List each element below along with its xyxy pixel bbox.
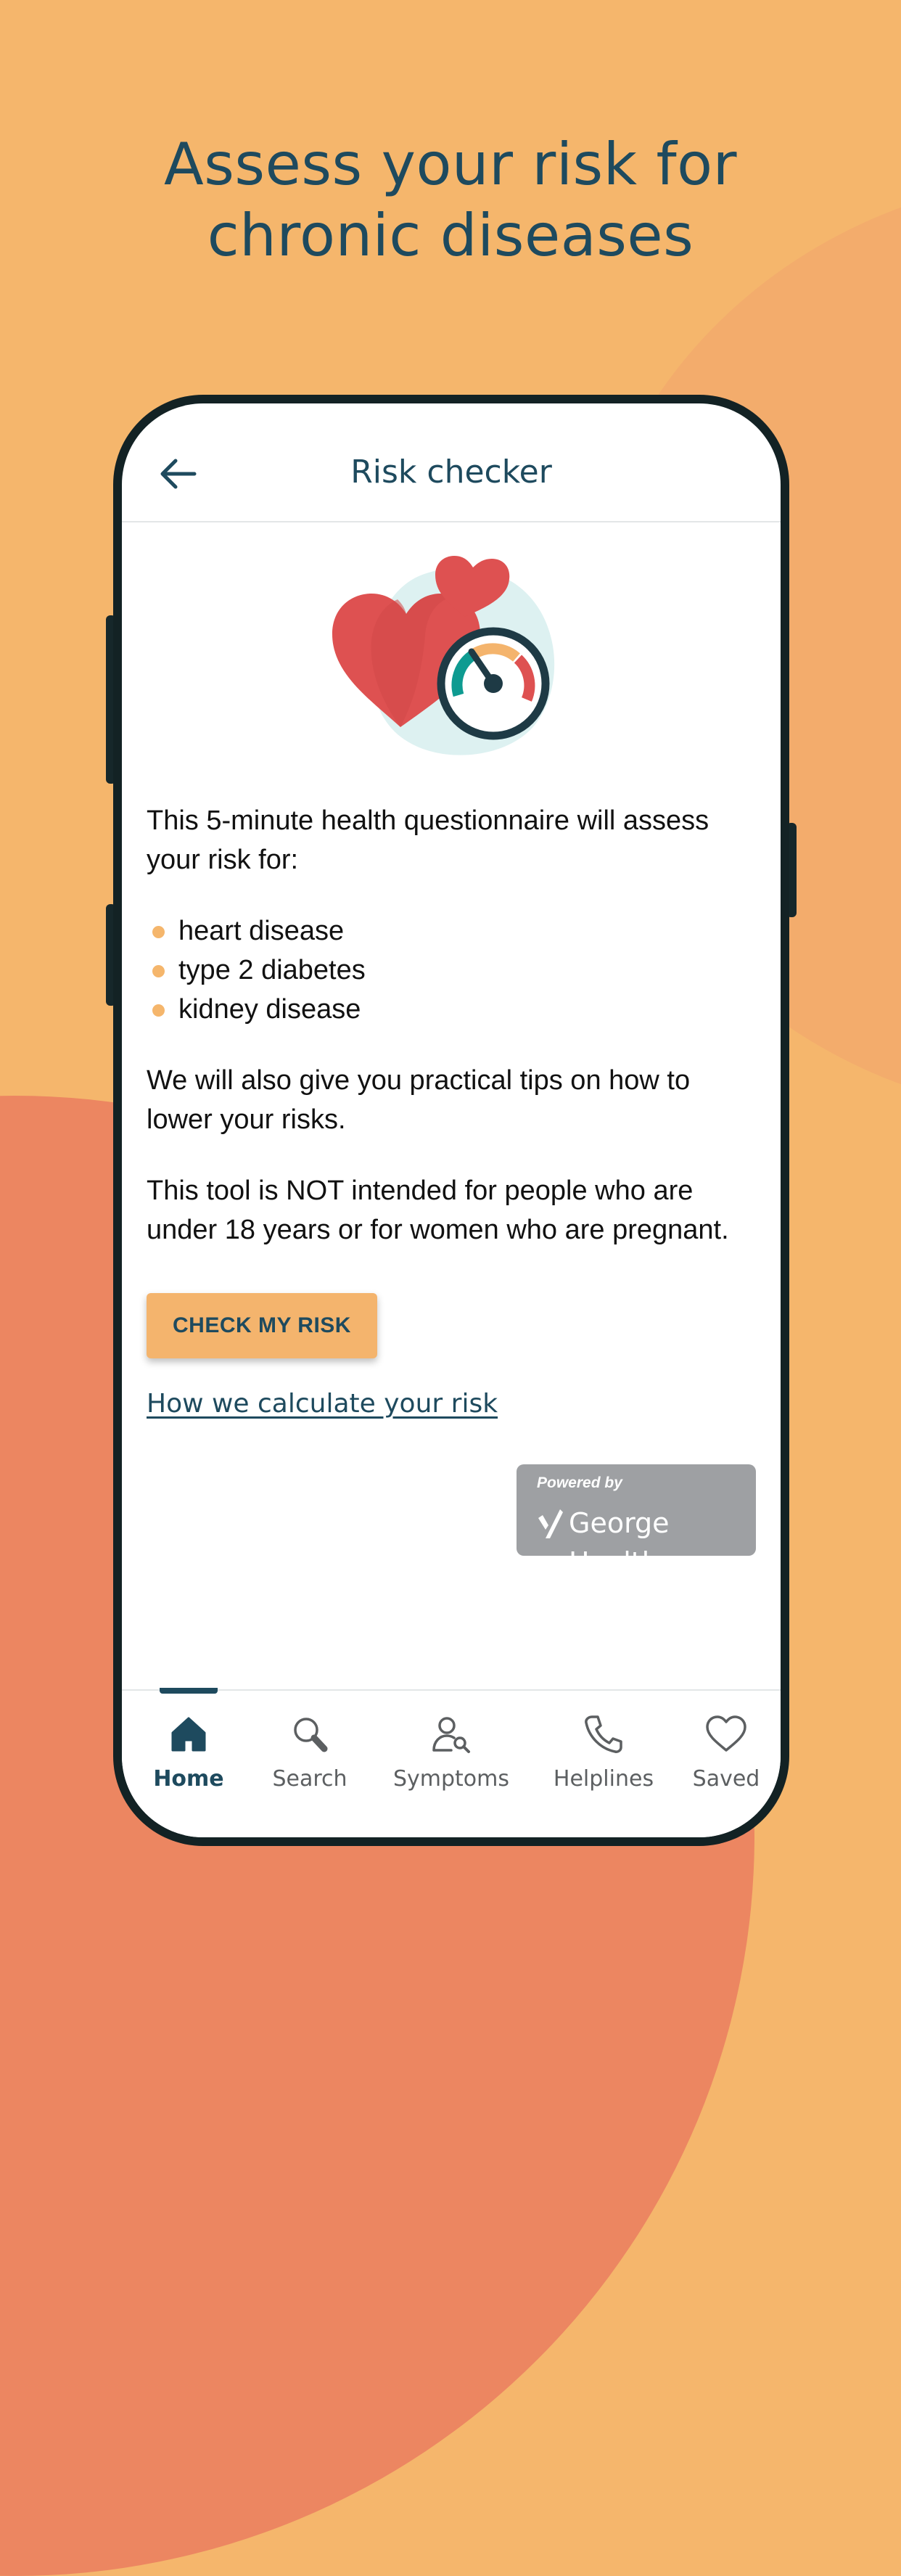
powered-by-name: George Health [569,1507,670,1578]
condition-label: heart disease [178,916,345,946]
heart-icon [704,1712,748,1756]
tab-label: Helplines [553,1766,654,1792]
home-icon [167,1712,210,1756]
bullet-dot [152,1004,165,1017]
bullet-dot [152,926,165,938]
top-app-bar [122,403,781,522]
marketing-headline [0,129,901,271]
tab-label: Symptoms [392,1766,510,1792]
condition-label: kidney disease [178,994,361,1025]
tab-search[interactable] [251,1691,369,1807]
list-item [147,951,763,990]
phone-frame [113,395,789,1846]
tab-label: Search [272,1766,347,1792]
symptoms-icon [429,1712,473,1756]
tab-home[interactable] [126,1691,251,1807]
risk-illustration [329,538,576,763]
tips-text: We will also give you practical tips on how to lower your risks. [147,1065,691,1135]
tab-saved[interactable] [673,1691,779,1807]
tab-symptoms[interactable] [369,1691,534,1807]
george-health-logo-icon [535,1505,564,1541]
phone-icon [582,1712,625,1756]
intro-text: This 5-minute health questionnaire will assess your risk for: [147,805,709,875]
bullet-dot [152,965,165,977]
check-my-risk-button[interactable]: CHECK MY RISK [147,1293,377,1358]
list-item [147,911,763,951]
page-title: Risk checker [350,454,552,491]
powered-by-badge[interactable] [517,1464,756,1578]
headline-line-2: chronic diseases [207,202,694,269]
tab-helplines[interactable] [534,1691,673,1807]
headline-line-1: Assess your risk for [164,131,737,198]
intro-content [147,801,763,1250]
powered-by-label: Powered by [537,1474,622,1491]
disclaimer-text: This tool is NOT intended for people who are under 18 years or for women who are pregnant. [147,1176,729,1245]
tab-label: Home [153,1766,224,1792]
search-icon [288,1712,332,1756]
condition-label: type 2 diabetes [178,955,366,985]
tab-label: Saved [692,1766,760,1792]
app-screen [122,403,781,1837]
list-item [147,990,763,1029]
conditions-list [147,911,763,1029]
bottom-navigation [122,1689,781,1837]
how-we-calculate-link[interactable]: How we calculate your risk [147,1389,498,1419]
